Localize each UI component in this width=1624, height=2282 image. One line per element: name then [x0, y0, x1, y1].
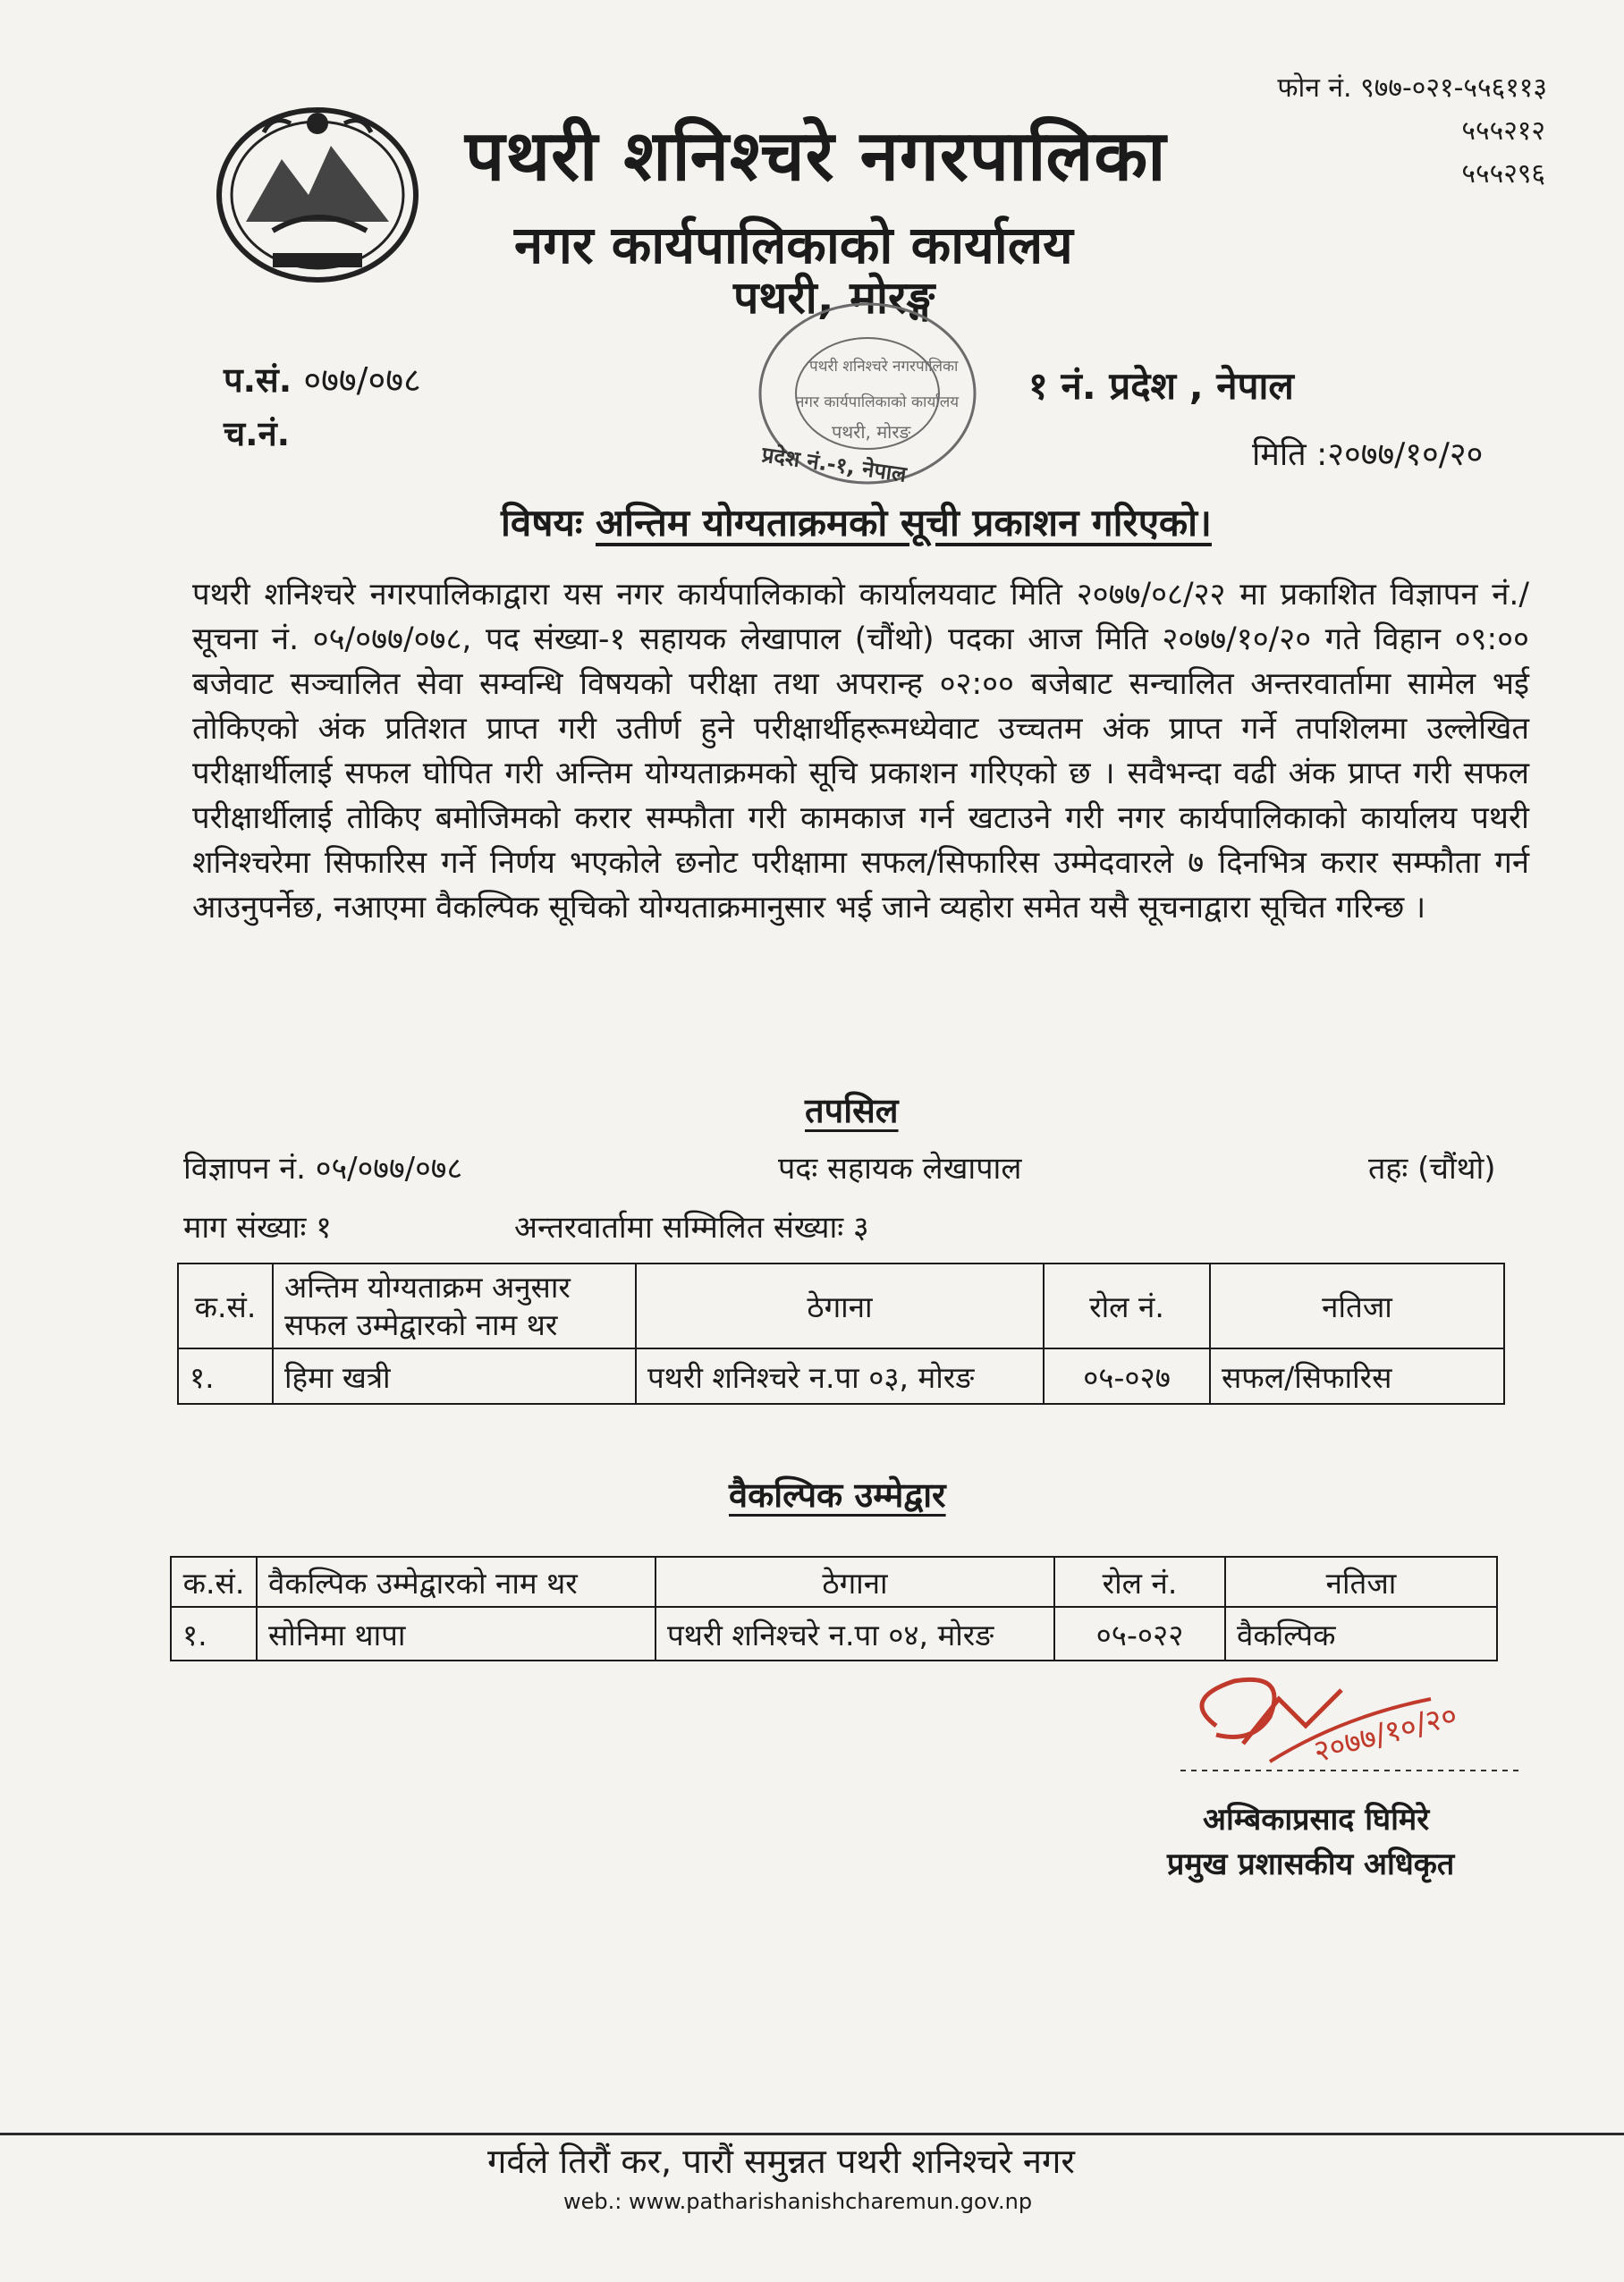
cell-name: हिमा खत्री	[273, 1348, 636, 1404]
subject-label: विषयः	[501, 501, 583, 545]
office-name: पथरी शनिश्चरे नगरपालिका	[465, 116, 1167, 197]
cell-result: वैकल्पिक	[1225, 1607, 1497, 1661]
col-name: अन्तिम योग्यताक्रम अनुसार सफल उम्मेद्वारको नाम थर	[273, 1264, 636, 1348]
table-row	[178, 1348, 1504, 1404]
col-result: नतिजा	[1225, 1557, 1497, 1607]
chana-label: च.नं.	[224, 414, 291, 453]
col-name: वैकल्पिक उम्मेद्वारको नाम थर	[257, 1557, 656, 1607]
phone-label: फोन नं.	[1277, 72, 1352, 104]
col-address: ठेगाना	[636, 1264, 1044, 1348]
notice-body: पथरी शनिश्चरे नगरपालिकाद्वारा यस नगर कार्यपालिकाको कार्यालयवाट मिति २०७७/०८/२२ मा प्रकाशित विज्ञापन नं./ सूचना नं. ०५/०७७/०७८, पद संख्या-१ सहायक लेखापाल (चौंथो) पदका आज मिति २०७७/१०/२० गते विहान ०९:०० बजेवाट सञ्चालित सेवा सम्वन्धि विषयको परीक्षा तथा अपरान्ह ०२:०० बजेबाट सन्चालित अन्तरवार्तामा सामेल भई तोकिएको अंक प्रतिशत प्राप्त गरी उतीर्ण हुने परीक्षार्थीहरूमध्येवाट उच्चतम अंक प्राप्त गर्ने तपशिलमा उल्लेखित परीक्षार्थीलाई सफल घोपित गरी अन्तिम योग्यताक्रमको सूचि प्रकाशन गरिएको छ । सवैभन्दा वढी अंक प्राप्त गरी सफल परीक्षार्थीलाई तोकिए बमोजिमको करार सम्फौता गरी कामकाज गर्न खटाउने गरी नगर कार्यपालिकाको कार्यालय पथरी शनिश्चरेमा सिफारिस गर्ने निर्णय भएकोले छनोट परीक्षामा सफल/सिफारिस उम्मेदवारले ७ दिनभित्र करार सम्फौता गर्न आउनुपर्नेछ, नआएमा वैकल्पिक सूचिको योग्यताक्रमानुसार भई जाने व्यहोरा समेत यसै सूचनाद्वारा सूचित गरिन्छ ।	[192, 577, 1529, 925]
signatory-name: अम्बिकाप्रसाद घिमिरे	[1203, 1802, 1430, 1838]
cell-sn: १.	[171, 1607, 257, 1661]
office-seal-stamp	[724, 259, 1011, 501]
date-label: मिति :	[1252, 436, 1328, 473]
phone-primary: ९७७-०२१-५५६११३	[1360, 72, 1547, 104]
ps-label: प.सं.	[224, 360, 292, 400]
footer-motto: गर्वले तिरौं कर, पारौं समुन्नत पथरी शनिश्चरे नगर	[487, 2142, 1075, 2181]
seal-line-2: नगर कार्यपालिकाको कार्यालय	[796, 393, 960, 411]
interview-count: अन्तरवार्तामा सम्मिलित संख्याः ३	[514, 1210, 869, 1246]
col-sn: क.सं.	[171, 1557, 257, 1607]
alternate-heading: वैकल्पिक उम्मेद्वार	[729, 1475, 946, 1515]
table-header-row	[171, 1557, 1497, 1607]
phone-numbers	[1216, 67, 1547, 196]
alternate-table	[170, 1556, 1498, 1661]
province-line: १ नं. प्रदेश , नेपाल	[1028, 364, 1294, 408]
cell-roll: ०५-०२७	[1044, 1348, 1210, 1404]
tapasil-heading: तपसिल	[805, 1091, 899, 1130]
nepal-emblem-logo	[210, 97, 425, 284]
cell-address: पथरी शनिश्चरे न.पा ०४, मोरङ	[656, 1607, 1054, 1661]
table-header-row	[178, 1264, 1504, 1348]
signatory-title: प्रमुख प्रशासकीय अधिकृत	[1167, 1847, 1455, 1882]
col-roll: रोल नं.	[1054, 1557, 1225, 1607]
advert-number: विज्ञापन नं. ०५/०७७/०७८	[183, 1151, 463, 1187]
office-subtitle: नगर कार्यपालिकाको कार्यालय	[514, 215, 1073, 275]
phone-tertiary: ५५५२९६	[1461, 158, 1545, 190]
demand-count: माग संख्याः १	[183, 1210, 332, 1246]
table-row	[171, 1607, 1497, 1661]
date-value: २०७७/१०/२०	[1327, 436, 1484, 473]
footer-website: web.: www.patharishanishcharemun.gov.np	[563, 2189, 1033, 2214]
signature-date: २०७७/१०/२०	[1309, 1697, 1461, 1771]
cell-address: पथरी शनिश्चरे न.पा ०३, मोरङ	[636, 1348, 1044, 1404]
cell-roll: ०५-०२२	[1054, 1607, 1225, 1661]
place-heading: पथरी, मोरङ्ग	[733, 272, 935, 324]
col-address: ठेगाना	[656, 1557, 1054, 1607]
seal-line-1: पथरी शनिश्चरे नगरपालिका	[809, 358, 959, 376]
cell-sn: १.	[178, 1348, 273, 1404]
col-roll: रोल नं.	[1044, 1264, 1210, 1348]
seal-line-3: पथरी, मोरङ	[832, 421, 911, 443]
footer-divider	[0, 2133, 1624, 2135]
cell-name: सोनिमा थापा	[257, 1607, 656, 1661]
result-table	[177, 1263, 1505, 1405]
subject-line	[501, 496, 1212, 547]
reference-block	[224, 353, 421, 461]
cell-result: सफल/सिफारिस	[1210, 1348, 1504, 1404]
post-name: पदः सहायक लेखापाल	[778, 1151, 1022, 1187]
col-result: नतिजा	[1210, 1264, 1504, 1348]
seal-line-4: प्रदेश नं.-१, नेपाल	[760, 442, 909, 487]
subject-text: अन्तिम योग्यताक्रमको सूची प्रकाशन गरिएको।	[595, 501, 1212, 545]
letter-date	[1252, 431, 1483, 475]
col-sn: क.सं.	[178, 1264, 273, 1348]
post-level: तहः (चौंथो)	[1368, 1151, 1496, 1187]
phone-secondary: ५५५२१२	[1461, 115, 1545, 147]
ps-value: ०७७/०७८	[303, 360, 421, 400]
